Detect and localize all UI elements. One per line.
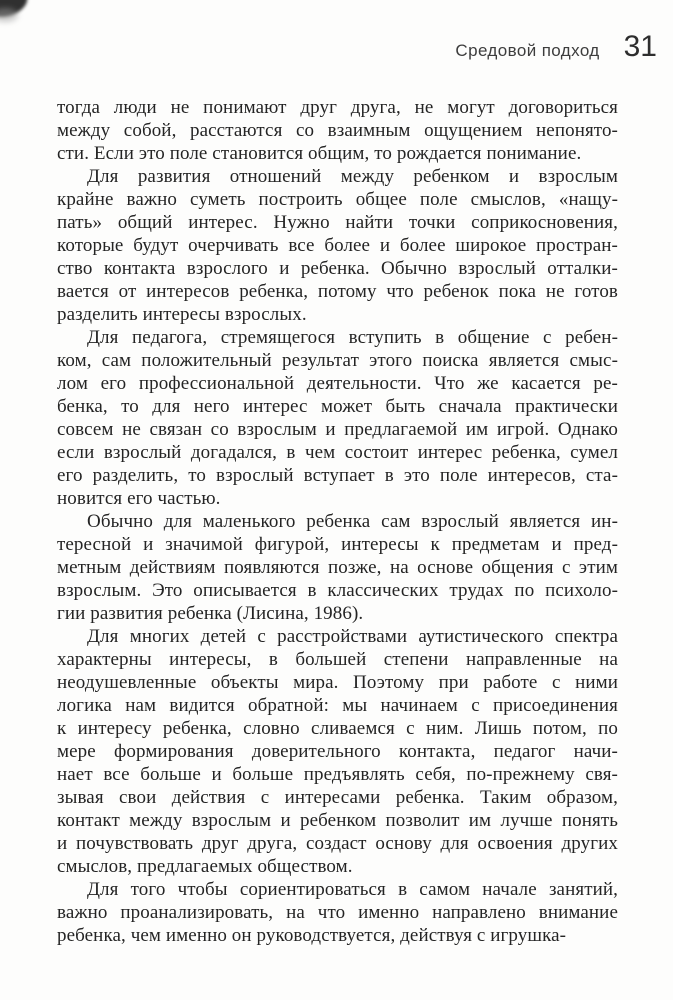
- text-line: и почувствовать друг друга, создаст основу для освоения других: [57, 833, 618, 854]
- text-line: Для развития отношений между ребенком и взрослым: [87, 166, 618, 187]
- text-line: неодушевленные объекты мира. Поэтому при работе с ними: [57, 672, 618, 693]
- text-line: ство контакта взрослого и ребенка. Обычно взрослый отталки-: [57, 258, 618, 279]
- text-line: пать» общий интерес. Нужно найти точки соприкосновения,: [57, 212, 618, 233]
- paragraph: [57, 96, 618, 165]
- text-line: зывая свои действия с интересами ребенка. Таким образом,: [57, 787, 618, 808]
- text-line: новится его частью.: [57, 488, 221, 509]
- text-line: бенка, то для него интерес может быть сначала практически: [57, 396, 618, 417]
- text-line: ком, сам положительный результат этого поиска является смыс-: [57, 350, 618, 371]
- paragraph: [57, 878, 618, 947]
- text-line: взрослым. Это описывается в классических трудах по психоло-: [57, 580, 618, 601]
- text-line: крайне важно суметь построить общее поле смыслов, «нащу-: [57, 189, 618, 210]
- text-line: к интересу ребенка, словно сливаемся с ним. Лишь потом, по: [57, 718, 618, 739]
- text-line: лом его профессиональной деятельности. Что же касается ре-: [57, 373, 618, 394]
- text-line: разделить интересы взрослых.: [57, 304, 307, 325]
- text-line: мере формирования доверительного контакта, педагог начи-: [57, 741, 618, 762]
- text-line: важно проанализировать, на что именно направлено внимание: [57, 902, 618, 923]
- text-line: тогда люди не понимают друг друга, не могут договориться: [57, 97, 618, 118]
- text-line: если взрослый догадался, в чем состоит интерес ребенка, сумел: [57, 442, 618, 463]
- text-line: его разделить, то взрослый вступает в это поле интересов, ста-: [57, 465, 618, 486]
- text-line: которые будут очерчивать все более и более широкое простран-: [57, 235, 618, 256]
- page-header: [455, 30, 657, 64]
- paragraph: [57, 510, 618, 625]
- text-line: характерны интересы, в большей степени направленные на: [57, 649, 618, 670]
- text-line: смыслов, предлагаемых обществом.: [57, 856, 353, 877]
- text-line: сти. Если это поле становится общим, то рождается понимание.: [57, 143, 582, 164]
- paragraph: [57, 165, 618, 326]
- text-line: Обычно для маленького ребенка сам взрослый является ин-: [87, 511, 618, 532]
- running-title: Средовой подход: [455, 41, 600, 60]
- text-line: между собой, расстаются со взаимным ощущением непонято-: [57, 120, 618, 141]
- text-line: совсем не связан со взрослым и предлагаемой им игрой. Однако: [57, 419, 618, 440]
- text-line: нает все больше и больше предъявлять себя, по-прежнему свя-: [57, 764, 618, 785]
- text-line: Для многих детей с расстройствами аутистического спектра: [87, 626, 618, 647]
- page-number: 31: [623, 30, 657, 63]
- text-line: контакт между взрослым и ребенком позволит им лучше понять: [57, 810, 618, 831]
- text-line: гии развития ребенка (Лисина, 1986).: [57, 603, 364, 624]
- text-line: логика нам видится обратной: мы начинаем с присоединения: [57, 695, 618, 716]
- paragraph: [57, 326, 618, 510]
- text-line: метным действиям появляются позже, на основе общения с этим: [57, 557, 618, 578]
- text-line: Для педагога, стремящегося вступить в общение с ребен-: [87, 327, 618, 348]
- text-line: Для того чтобы сориентироваться в самом начале занятий,: [87, 879, 618, 900]
- text-line: ребенка, чем именно он руководствуется, действуя с игрушка-: [57, 925, 567, 946]
- text-block: [57, 96, 618, 947]
- scan-artifact-fade: [0, 8, 18, 22]
- paragraph: [57, 625, 618, 878]
- text-line: тересной и значимой фигурой, интересы к предметам и пред-: [57, 534, 618, 555]
- text-line: вается от интересов ребенка, потому что ребенок пока не готов: [57, 281, 618, 302]
